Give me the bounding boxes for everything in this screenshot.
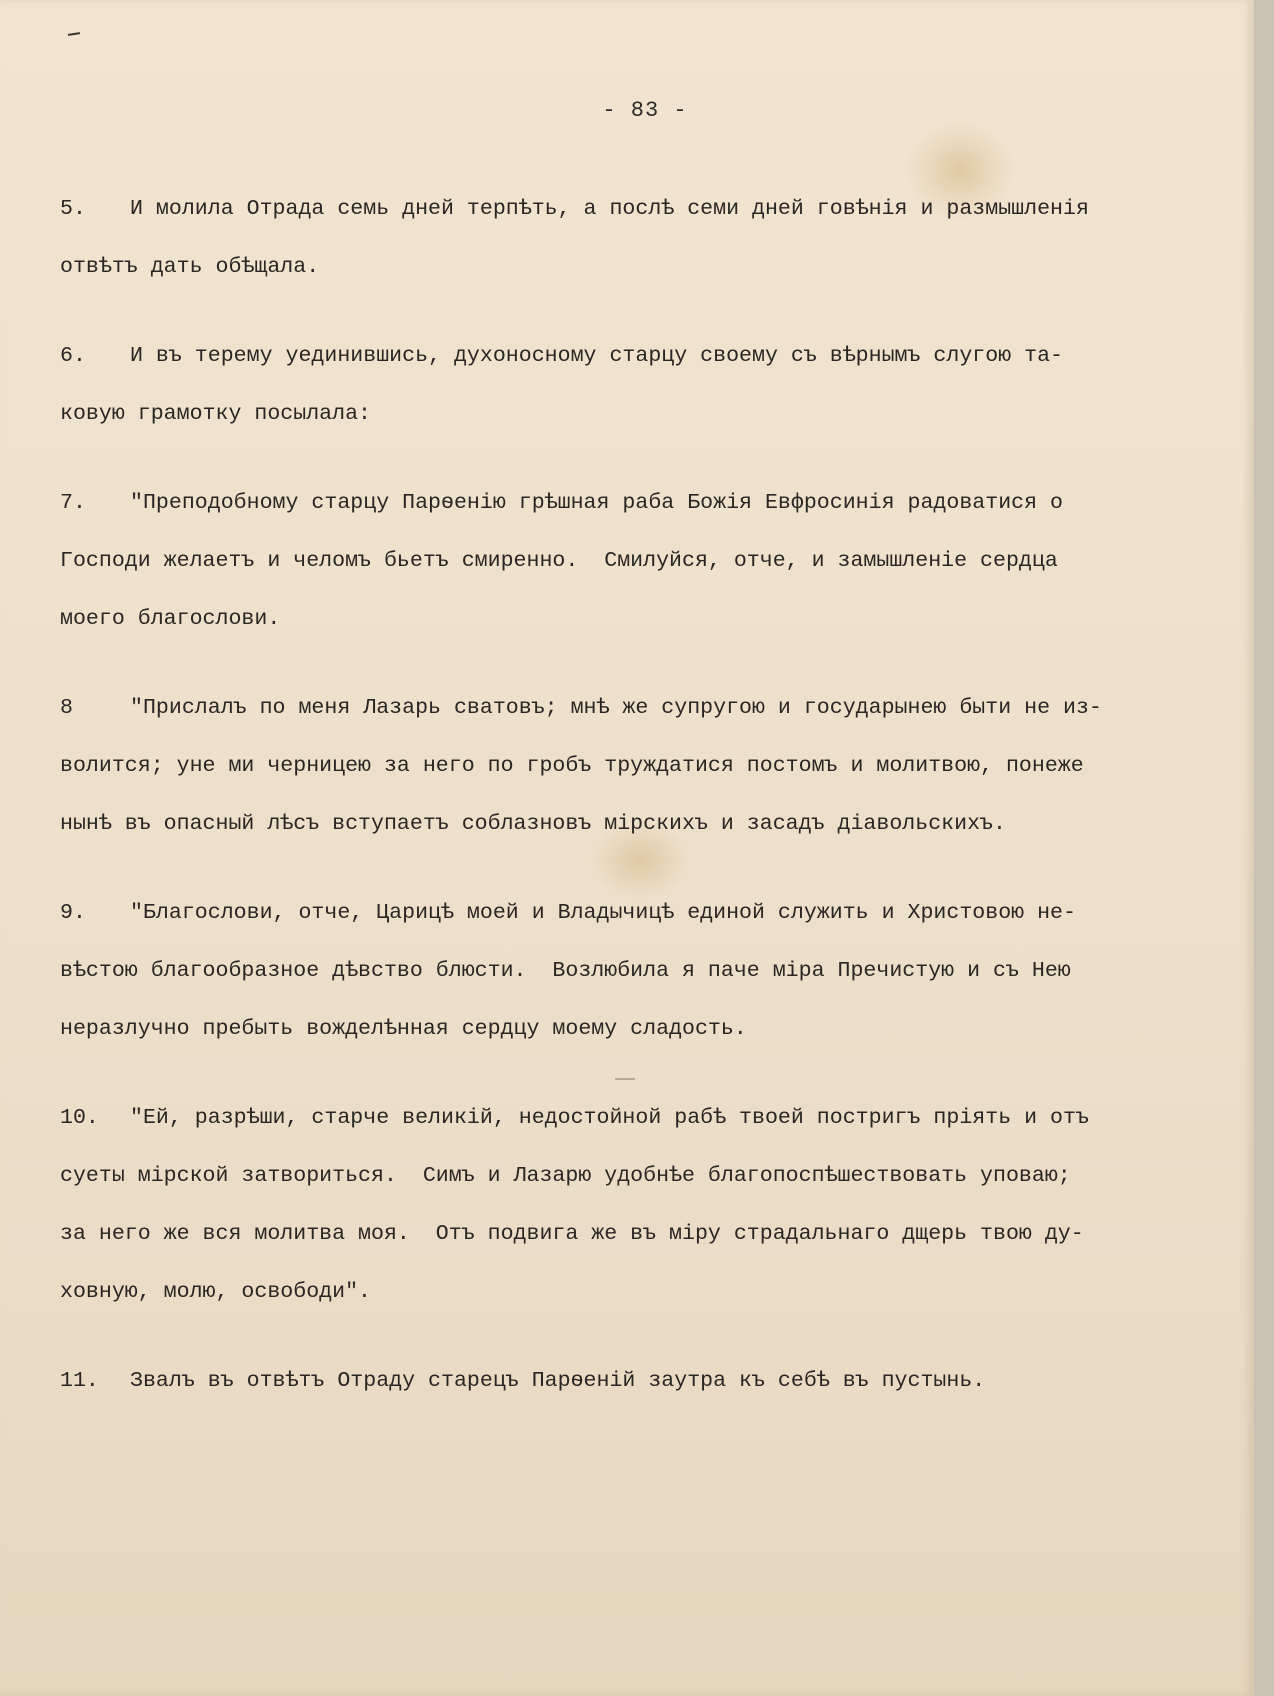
text-body — [60, 180, 1250, 1410]
line-text: "Преподобному старцу Парѳенію грѣшная раба Божія Евфросинія радоватися о — [130, 491, 1064, 515]
line-text: Звалъ въ отвѣтъ Отраду старецъ Парѳеній заутра къ себѣ въ пустынь. — [130, 1369, 986, 1393]
line-text: И въ терему уединившись, духоносному старцу своему съ вѣрнымъ слугою та- — [130, 344, 1064, 368]
line-text: "Благослови, отче, Царицѣ моей и Владычицѣ единой служить и Христовою не- — [130, 901, 1076, 925]
paragraph-7 — [60, 474, 1250, 648]
line-text: Господи желаетъ и челомъ бьетъ смиренно. Смилуйся, отче, и замышленіе сердца — [60, 549, 1058, 573]
line-text: вѣстою благообразное дѣвство блюсти. Возлюбила я паче міра Пречистую и съ Нею — [60, 959, 1071, 983]
line-text: "Ей, разрѣши, старче великій, недостойной рабѣ твоей постригъ пріять и отъ — [130, 1106, 1089, 1130]
line-text: "Прислалъ по меня Лазарь сватовъ; мнѣ же супругою и государынею быти не из- — [130, 696, 1102, 720]
paragraph-number: 7. — [60, 491, 86, 515]
text-line — [60, 884, 1250, 942]
line-text: нынѣ въ опасный лѣсъ вступаетъ соблазновъ мірскихъ и засадъ діавольскихъ. — [60, 812, 1006, 836]
text-line — [60, 180, 1250, 238]
paragraph-number: 8 — [60, 696, 73, 720]
line-text: суеты мірской затвориться. Симъ и Лазарю удобнѣе благопоспѣшествовать уповаю; — [60, 1164, 1071, 1188]
text-line — [60, 474, 1250, 532]
paragraph-number: 5. — [60, 197, 86, 221]
paragraph-9 — [60, 884, 1250, 1058]
line-text: за него же вся молитва моя. Отъ подвига же въ міру страдальнаго дщерь твою ду- — [60, 1222, 1084, 1246]
paragraph-5 — [60, 180, 1250, 296]
line-text: отвѣтъ дать обѣщала. — [60, 255, 320, 279]
paragraph-number: 6. — [60, 344, 86, 368]
text-line — [60, 679, 1250, 737]
page-number: - 83 - — [602, 98, 688, 123]
ink-mark — [615, 1078, 635, 1080]
line-text: волится; уне ми черницею за него по гробъ труждатися постомъ и молитвою, понеже — [60, 754, 1084, 778]
paragraph-number: 9. — [60, 901, 86, 925]
text-line — [60, 1352, 1250, 1410]
line-text: И молила Отрада семь дней терпѣть, а послѣ семи дней говѣнія и размышленія — [130, 197, 1089, 221]
paragraph-11 — [60, 1352, 1250, 1410]
line-text: ховную, молю, освободи". — [60, 1280, 372, 1304]
paragraph-number: 10. — [60, 1106, 99, 1130]
line-text: неразлучно пребыть вожделѣнная сердцу моему сладость. — [60, 1017, 747, 1041]
paragraph-number: 11. — [60, 1369, 99, 1393]
edge-mark — [68, 32, 80, 36]
paragraph-8 — [60, 679, 1250, 853]
paragraph-10 — [60, 1089, 1250, 1321]
line-text: моего благослови. — [60, 607, 281, 631]
line-text: ковую грамотку посылала: — [60, 402, 372, 426]
paragraph-6 — [60, 327, 1250, 443]
text-line — [60, 327, 1250, 385]
text-line — [60, 1089, 1250, 1147]
